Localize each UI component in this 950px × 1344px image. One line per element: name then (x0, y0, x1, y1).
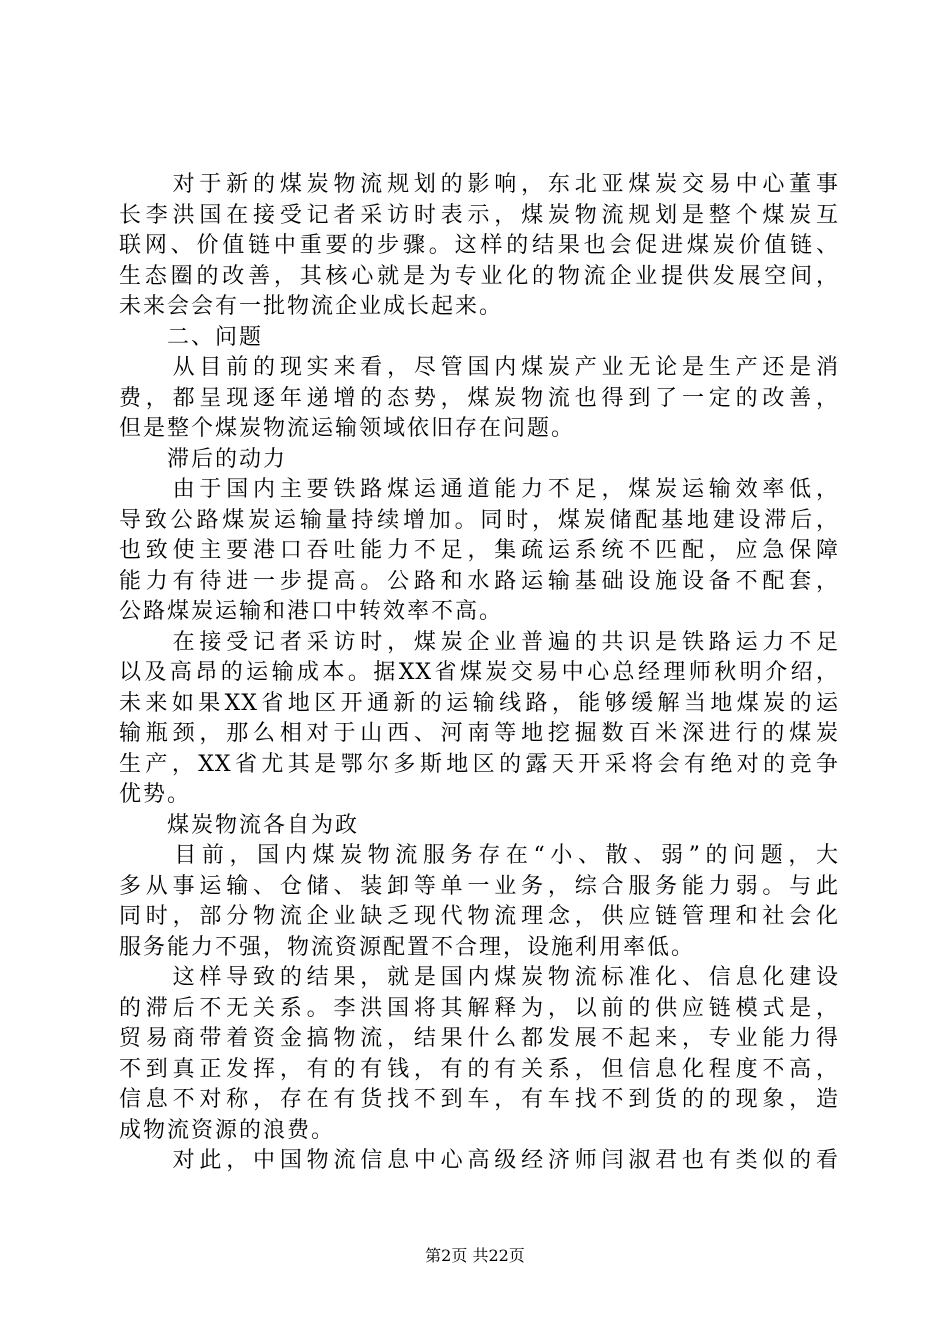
text-line: 从目前的现实来看，尽管国内煤炭产业无论是生产还是消 (119, 355, 839, 380)
text-line: 服务能力不强，物流资源配置不合理，设施利用率低。 (119, 934, 696, 960)
text-line: 联网、价值链中重要的步骤。这样的结果也会促进煤炭价值链、 (119, 233, 839, 258)
text-line: 二、问题 (119, 324, 264, 350)
text-line: 导致公路煤炭运输量持续增加。同时，煤炭储配基地建设滞后， (119, 507, 839, 533)
text-line: 的滞后不无关系。李洪国将其解释为，以前的供应链模式是， (119, 995, 839, 1021)
text-line: 未来会会有一批物流企业成长起来。 (119, 294, 504, 319)
text-line: 也致使主要港口吞吐能力不足，集疏运系统不匹配，应急保障 (119, 538, 839, 563)
text-line: 以及高昂的运输成本。据XX省煤炭交易中心总经理师秋明介绍， (119, 660, 839, 685)
text-line: 信息不对称，存在有货找不到车，有车找不到货的的现象，造 (119, 1087, 839, 1112)
text-line: 煤炭物流各自为政 (119, 812, 360, 838)
text-line: 能力有待进一步提高。公路和水路运输基础设施设备不配套， (119, 568, 839, 594)
text-line: 同时，部分物流企业缺乏现代物流理念，供应链管理和社会化 (119, 904, 839, 929)
page-footer: 第2页 共22页 (425, 1246, 525, 1265)
text-line: 优势。 (119, 782, 192, 807)
text-line: 不到真正发挥，有的有钱，有的有关系，但信息化程度不高， (119, 1056, 839, 1082)
text-line: 多从事运输、仓储、装卸等单一业务，综合服务能力弱。与此 (119, 873, 839, 899)
text-line: 对于新的煤炭物流规划的影响，东北亚煤炭交易中心董事 (119, 172, 839, 197)
text-line: 在接受记者采访时，煤炭企业普遍的共识是铁路运力不足 (119, 629, 839, 655)
body-text (119, 170, 839, 1177)
text-line: 成物流资源的浪费。 (119, 1117, 336, 1143)
text-line: 输瓶颈，那么相对于山西、河南等地挖掘数百米深进行的煤炭 (119, 721, 839, 746)
text-line: 但是整个煤炭物流运输领域依旧存在问题。 (119, 416, 576, 441)
text-line: 生产，XX省尤其是鄂尔多斯地区的露天开采将会有绝对的竞争 (119, 751, 839, 777)
text-line: 公路煤炭运输和港口中转效率不高。 (119, 599, 504, 624)
text-line: 对此，中国物流信息中心高级经济师闫淑君也有类似的看 (119, 1148, 839, 1173)
text-line: 滞后的动力 (119, 446, 288, 472)
text-line: 目前，国内煤炭物流服务存在“小、散、弱”的问题，大 (119, 843, 839, 868)
text-line: 费，都呈现逐年递增的态势，煤炭物流也得到了一定的改善， (119, 385, 839, 411)
text-line: 这样导致的结果，就是国内煤炭物流标准化、信息化建设 (119, 965, 839, 990)
text-line: 贸易商带着资金搞物流，结果什么都发展不起来，专业能力得 (119, 1026, 839, 1051)
text-line: 未来如果XX省地区开通新的运输线路，能够缓解当地煤炭的运 (119, 690, 839, 716)
text-line: 长李洪国在接受记者采访时表示，煤炭物流规划是整个煤炭互 (119, 202, 839, 228)
text-line: 生态圈的改善，其核心就是为专业化的物流企业提供发展空间， (119, 263, 839, 289)
text-line: 由于国内主要铁路煤运通道能力不足，煤炭运输效率低， (119, 477, 839, 502)
